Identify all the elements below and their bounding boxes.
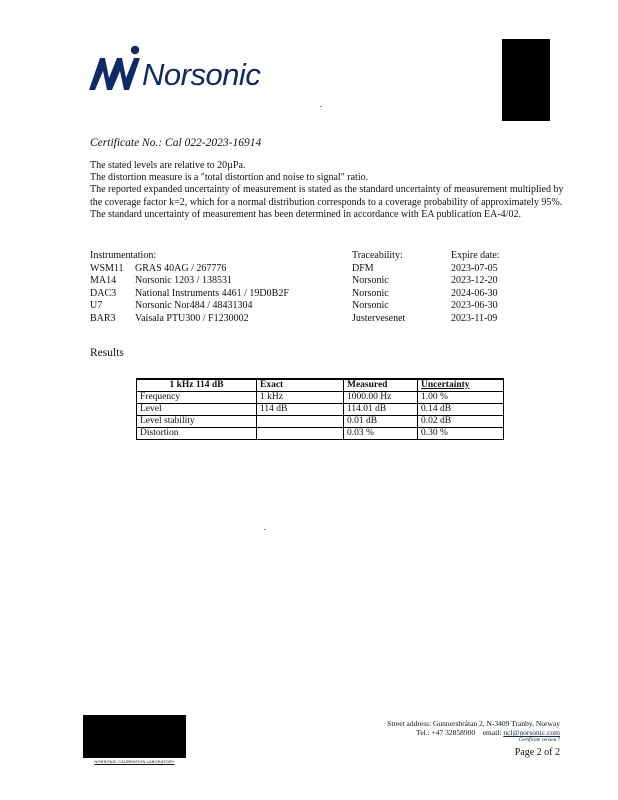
results-title: Results xyxy=(90,347,124,359)
cell-measured: 0.03 % xyxy=(344,428,418,440)
table-row xyxy=(137,392,504,404)
scan-speck xyxy=(320,106,322,107)
column-header-uncertainty: Uncertainty xyxy=(418,379,504,392)
instrument-traceability: DFM xyxy=(352,262,374,274)
instrumentation-header xyxy=(90,250,530,263)
instrument-description: Norsonic Nor484 / 48431304 xyxy=(135,300,253,311)
instrument-row xyxy=(90,275,530,288)
instrument-expire-date: 2023-11-09 xyxy=(451,312,498,324)
instrument-description: GRAS 40AG / 267776 xyxy=(135,262,227,274)
instrument-row xyxy=(90,263,530,276)
instrument-expire-date: 2023-12-20 xyxy=(451,275,498,286)
instrument-description: Vaisala PTU300 / F1230002 xyxy=(135,312,249,324)
cell-uncertainty: 0.14 dB xyxy=(418,404,504,416)
street-address: Street address: Gunnersbråtan 2, N-3409 Tranby, Norway xyxy=(387,719,560,728)
table-row xyxy=(137,404,504,416)
expire-date-label: Expire date: xyxy=(451,250,500,261)
intro-line: The distortion measure is a "total distortion and noise to signal" ratio. xyxy=(90,172,369,184)
instrument-code: WSM11 xyxy=(90,262,124,274)
instrument-description: Norsonic 1203 / 138531 xyxy=(135,275,232,286)
email-label: email: xyxy=(482,728,502,737)
intro-line: The stated levels are relative to 20µPa. xyxy=(90,160,246,171)
instrument-code: U7 xyxy=(90,300,103,311)
instrument-code: BAR3 xyxy=(90,312,116,324)
norsonic-logo-icon xyxy=(86,44,142,94)
results-table xyxy=(136,378,504,440)
column-header-exact: Exact xyxy=(257,379,344,392)
cell-measured: 0.01 dB xyxy=(344,416,418,428)
column-header-measured: Measured xyxy=(344,379,418,392)
instrument-traceability: Norsonic xyxy=(352,275,389,286)
instrument-code: MA14 xyxy=(90,275,117,286)
page-number: Page 2 of 2 xyxy=(514,747,560,758)
instrument-code: DAC3 xyxy=(90,287,117,299)
intro-text xyxy=(90,160,570,221)
cell-exact: 1 kHz xyxy=(257,392,344,404)
intro-line: The reported expanded uncertainty of measurement is stated as the standard uncertainty of measurement multiplied by the coverage factor k=2, which for a normal distribution corresponds to a coverage probability of approximately 95%. The standard uncertainty of measurement has been determined in accordance with EA publication EA-4/02. xyxy=(90,184,564,220)
cell-parameter: Frequency xyxy=(137,392,257,404)
contact-line xyxy=(300,728,560,737)
cell-measured: 114.01 dB xyxy=(344,404,418,416)
cell-parameter: Level xyxy=(137,404,257,416)
certificate-number: Certificate No.: Cal 022-2023-16914 xyxy=(90,137,262,149)
instrument-row xyxy=(90,300,530,313)
cell-parameter: Distortion xyxy=(137,428,257,440)
telephone: Tel.: +47 32858900 xyxy=(416,728,476,737)
instrument-traceability: Norsonic xyxy=(352,300,389,311)
cell-uncertainty: 0.02 dB xyxy=(418,416,504,428)
instrument-traceability: Norsonic xyxy=(352,287,389,299)
cell-exact xyxy=(257,428,344,440)
norsonic-logo xyxy=(86,44,286,102)
instrumentation-section xyxy=(90,250,530,325)
traceability-label: Traceability: xyxy=(352,250,403,261)
cell-measured: 1000.00 Hz xyxy=(344,392,418,404)
column-header-condition: 1 kHz 114 dB xyxy=(137,379,257,392)
cell-uncertainty: 0.30 % xyxy=(418,428,504,440)
logo-wordmark: Norsonic xyxy=(142,57,261,92)
instrument-traceability: Justervesenet xyxy=(352,312,406,324)
table-row xyxy=(137,416,504,428)
cell-parameter: Level stability xyxy=(137,416,257,428)
instrument-row xyxy=(90,288,530,301)
instrument-description: National Instruments 4461 / 19D0B2F xyxy=(135,287,289,299)
instrument-expire-date: 2023-06-30 xyxy=(451,300,498,311)
instrument-expire-date: 2023-07-05 xyxy=(451,262,498,274)
scan-speck xyxy=(264,529,266,530)
table-header-row xyxy=(137,379,504,392)
footer-address-block xyxy=(300,719,560,737)
instrument-row xyxy=(90,313,530,326)
instrument-expire-date: 2024-06-30 xyxy=(451,287,498,299)
instrumentation-label: Instrumentation: xyxy=(90,250,157,261)
cell-exact: 114 dB xyxy=(257,404,344,416)
lab-label: NORSONIC CALIBRATION LABORATORY xyxy=(94,759,175,764)
table-row xyxy=(137,428,504,440)
cell-exact xyxy=(257,416,344,428)
redaction-box-bottom xyxy=(83,715,186,758)
cell-uncertainty: 1.00 % xyxy=(418,392,504,404)
certificate-version: Certificate version 7 xyxy=(518,738,560,743)
email-link[interactable]: ncl@norsonic.com xyxy=(503,728,560,737)
redaction-box-top xyxy=(502,39,550,121)
